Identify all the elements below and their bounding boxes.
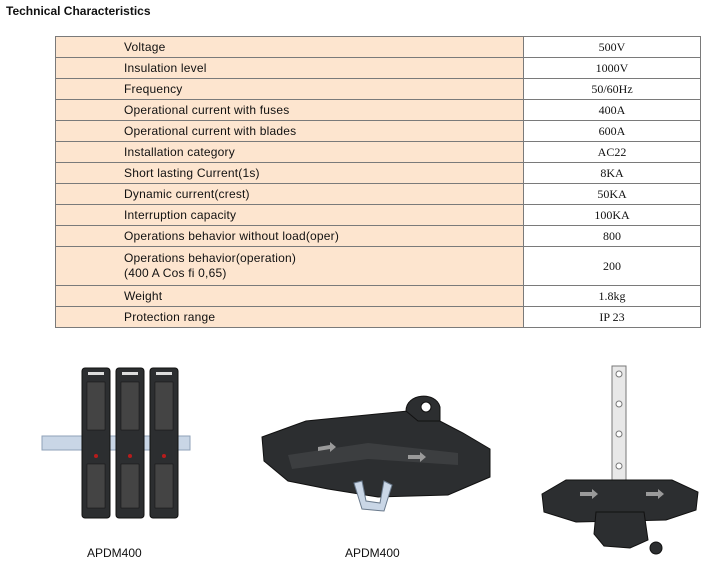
product-caption: APDM400 [345,546,400,560]
row-value: 50/60Hz [524,79,701,100]
product-caption: APDM400 [87,546,142,560]
row-label: Dynamic current(crest) [56,184,524,205]
row-value: 400A [524,100,701,121]
table-row [56,37,701,58]
row-label: Voltage [56,37,524,58]
row-label-line1: Operations behavior(operation) [124,251,297,265]
row-label: Operational current with fuses [56,100,524,121]
row-label: Operations behavior without load(oper) [56,226,524,247]
product-image-horizontal-unit [258,385,508,520]
table-row [56,184,701,205]
row-value: IP 23 [524,307,701,328]
row-label: Interruption capacity [56,205,524,226]
row-value: 100KA [524,205,701,226]
table-row [56,58,701,79]
row-value: 8KA [524,163,701,184]
row-label-line2: (400 A Cos fi 0,65) [124,266,227,280]
row-label: Short lasting Current(1s) [56,163,524,184]
table-row [56,307,701,328]
table-row [56,163,701,184]
row-value: 1000V [524,58,701,79]
row-value: 500V [524,37,701,58]
row-label: Installation category [56,142,524,163]
product-image-busbar-mounted [536,362,706,562]
table-row [56,226,701,247]
row-value: 1.8kg [524,286,701,307]
table-row [56,247,701,286]
table-row [56,205,701,226]
row-label: Protection range [56,307,524,328]
row-label: Operational current with blades [56,121,524,142]
row-value: 200 [524,247,701,286]
table-row [56,121,701,142]
row-value: 800 [524,226,701,247]
row-value: 600A [524,121,701,142]
product-image-vertical-units [38,360,198,525]
row-value: 50KA [524,184,701,205]
row-value: AC22 [524,142,701,163]
spec-table [55,36,701,328]
section-title: Technical Characteristics [6,4,151,18]
table-row [56,142,701,163]
row-label: Insulation level [56,58,524,79]
table-row [56,100,701,121]
row-label: Frequency [56,79,524,100]
row-label: Weight [56,286,524,307]
table-row [56,286,701,307]
table-row [56,79,701,100]
row-label [56,247,524,286]
